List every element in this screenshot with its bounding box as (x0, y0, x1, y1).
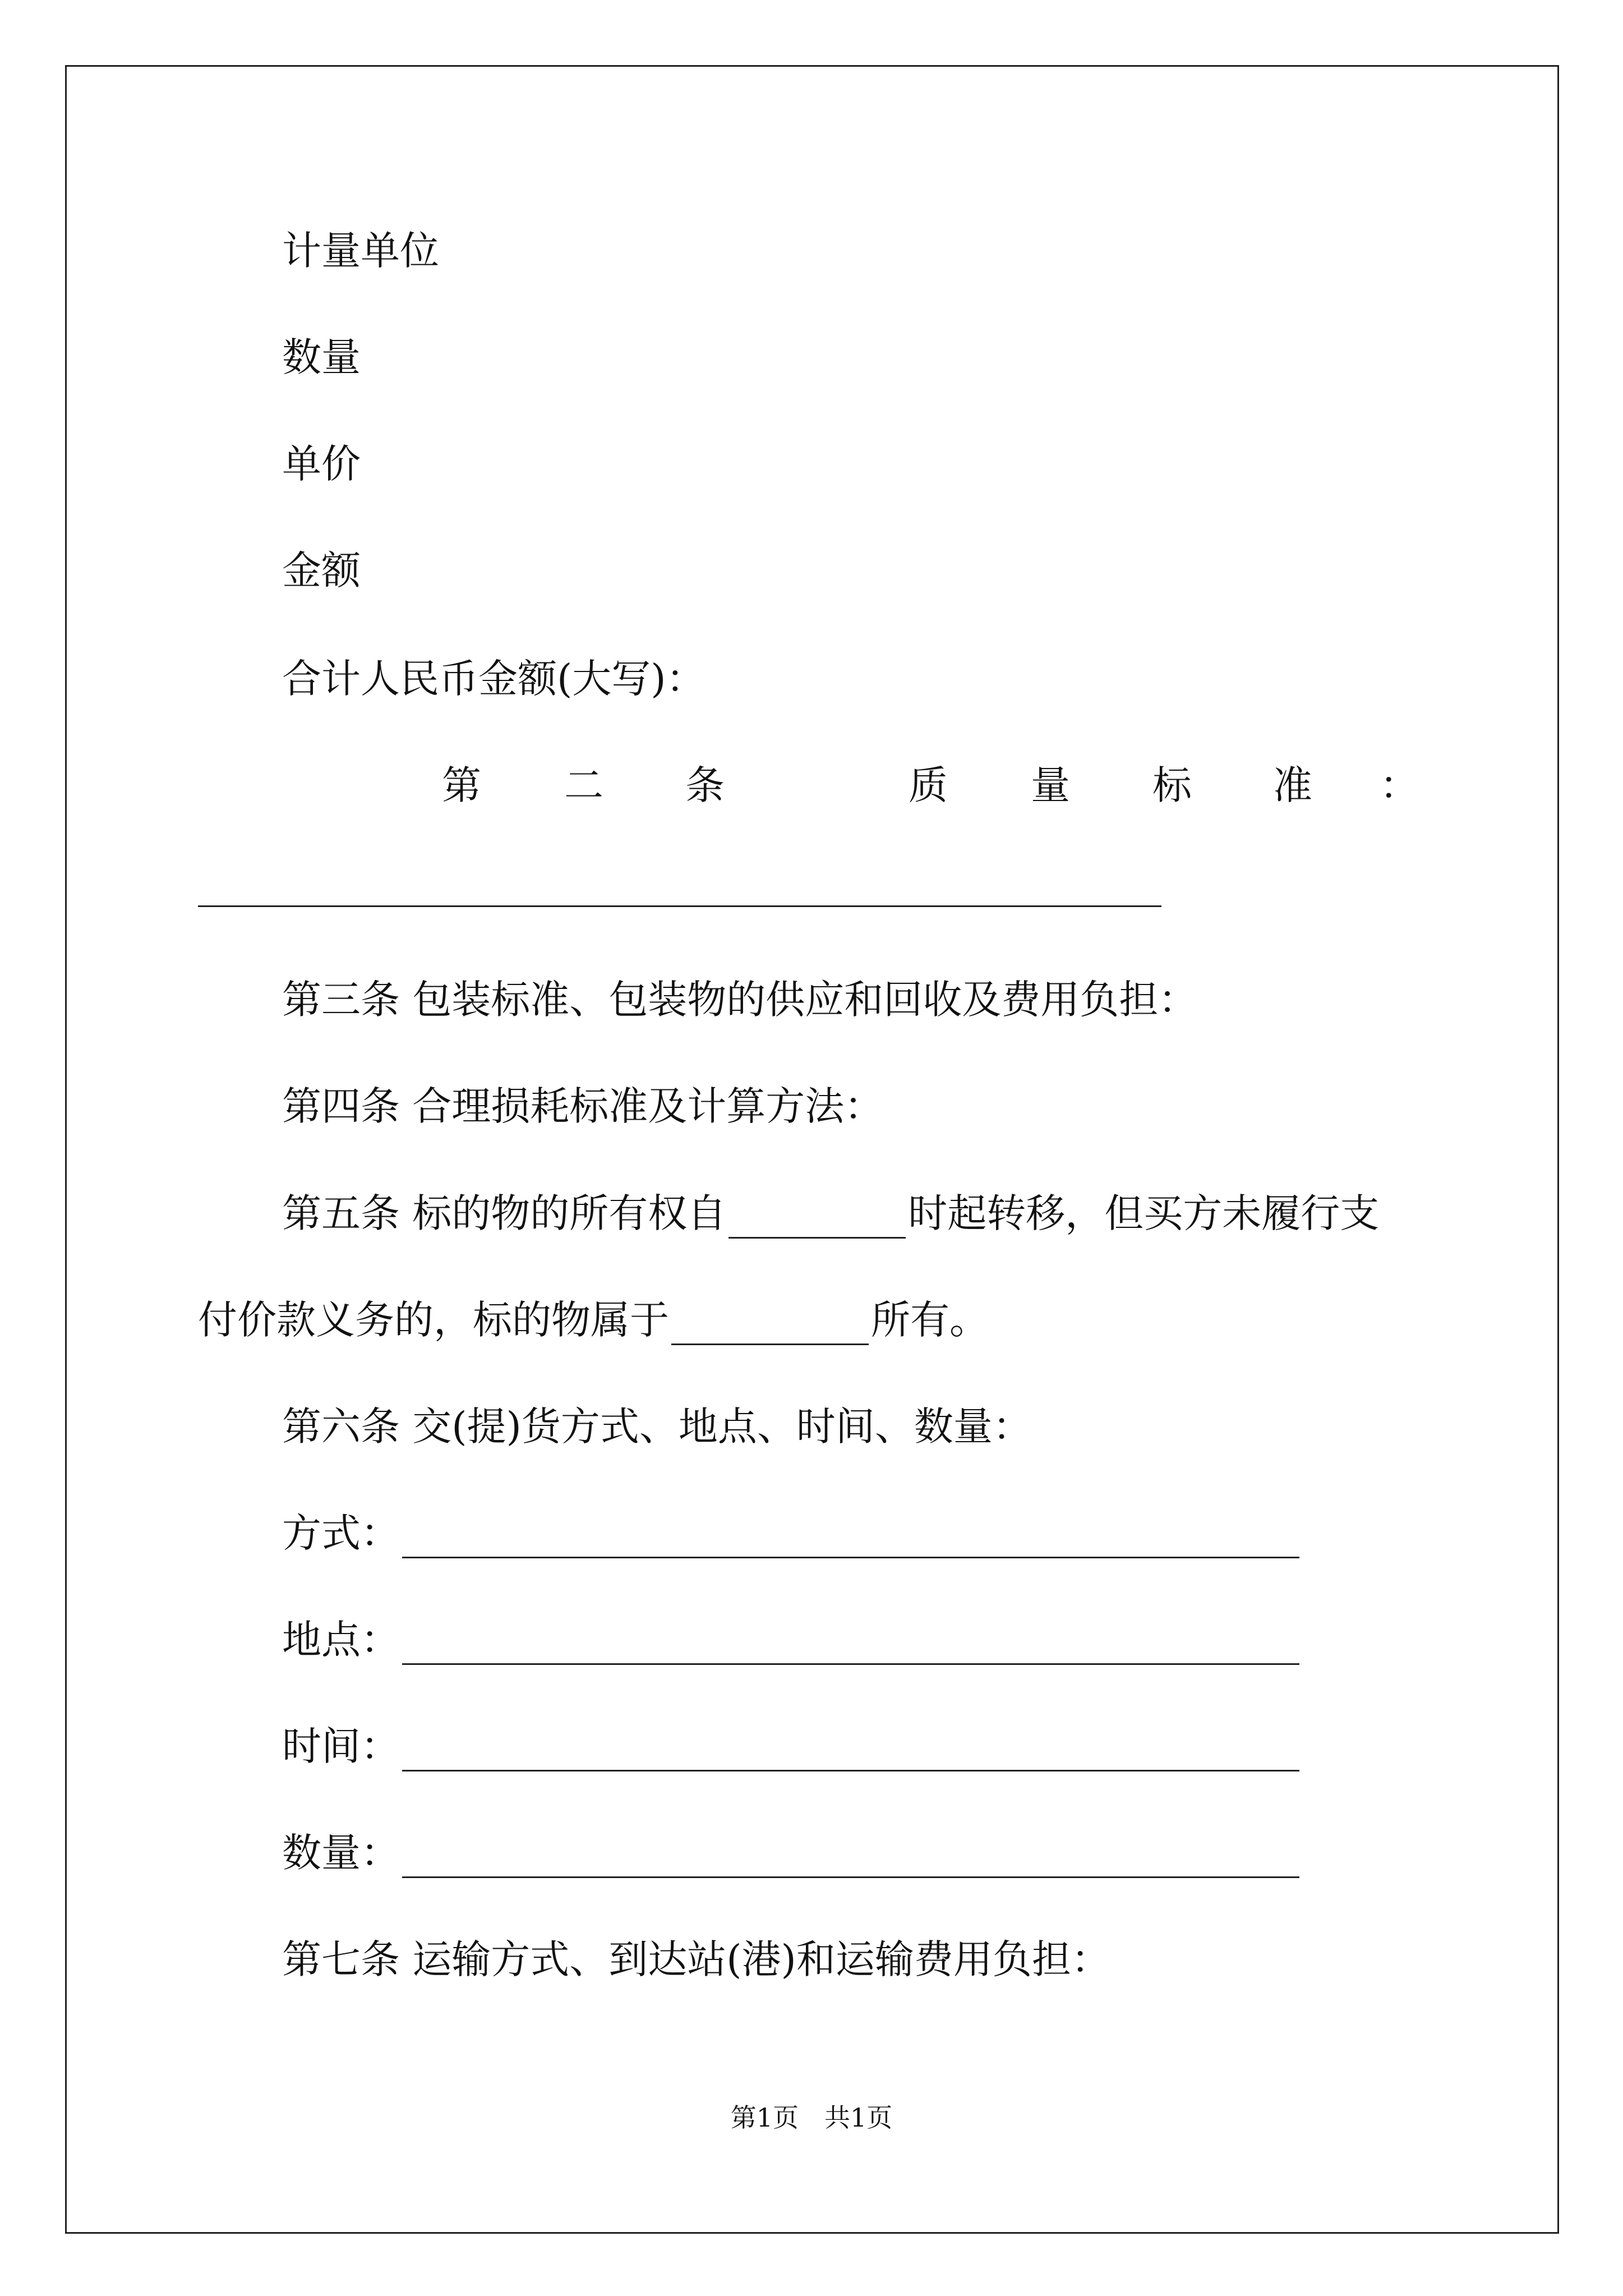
page-number: 第1页 共1页 (730, 2102, 893, 2133)
delivery-qty-label: 数量： (282, 1830, 400, 1876)
delivery-way-row (282, 1508, 1623, 1558)
article-5-text-a: 第五条 标的物的所有权自 (282, 1190, 727, 1236)
page-border (65, 65, 1559, 2234)
article-5-text-b: 时起转移，但买方未履行支 (908, 1190, 1380, 1236)
total-rmb-label: 合计人民币金额(大写)： (282, 656, 706, 702)
article-5-line-1 (282, 1188, 1623, 1239)
delivery-qty-blank[interactable] (402, 1836, 1299, 1878)
art2-char: ： (1380, 762, 1419, 808)
amount-label: 金额 (282, 547, 361, 593)
delivery-place-label: 地点： (282, 1617, 400, 1663)
article-5-text-d: 所有。 (871, 1297, 989, 1343)
delivery-time-label: 时间： (282, 1723, 400, 1769)
art2-char: 标 (1152, 762, 1192, 808)
delivery-place-blank[interactable] (402, 1623, 1299, 1665)
article-4: 第四条 合理损耗标准及计算方法： (282, 1083, 884, 1129)
delivery-qty-row (282, 1828, 1623, 1878)
owner-blank[interactable] (671, 1303, 869, 1345)
delivery-time-blank[interactable] (402, 1729, 1299, 1772)
delivery-way-label: 方式： (282, 1510, 400, 1556)
quality-blank-line[interactable] (198, 905, 1161, 907)
article-5-text-c: 付价款义务的，标的物属于 (198, 1297, 669, 1343)
delivery-way-blank[interactable] (402, 1516, 1299, 1558)
unit-price-label: 单价 (282, 441, 361, 487)
art2-char: 质 (909, 762, 948, 808)
article-3: 第三条 包装标准、包装物的供应和回收及费用负担： (282, 977, 1198, 1023)
art2-char: 第 (442, 762, 481, 808)
art2-char: 准 (1273, 762, 1312, 808)
article-5-line-2 (198, 1295, 1623, 1345)
art2-char: 条 (685, 762, 725, 808)
ownership-transfer-blank[interactable] (728, 1197, 906, 1239)
article-6: 第六条 交(提)货方式、地点、时间、数量： (282, 1404, 1032, 1450)
unit-label: 计量单位 (282, 228, 439, 274)
art2-char: 二 (564, 762, 603, 808)
art2-char: 量 (1031, 762, 1070, 808)
quantity-label: 数量 (282, 334, 361, 380)
article-7: 第七条 运输方式、到达站(港)和运输费用负担： (282, 1936, 1110, 1982)
delivery-time-row (282, 1721, 1623, 1772)
delivery-place-row (282, 1614, 1623, 1665)
